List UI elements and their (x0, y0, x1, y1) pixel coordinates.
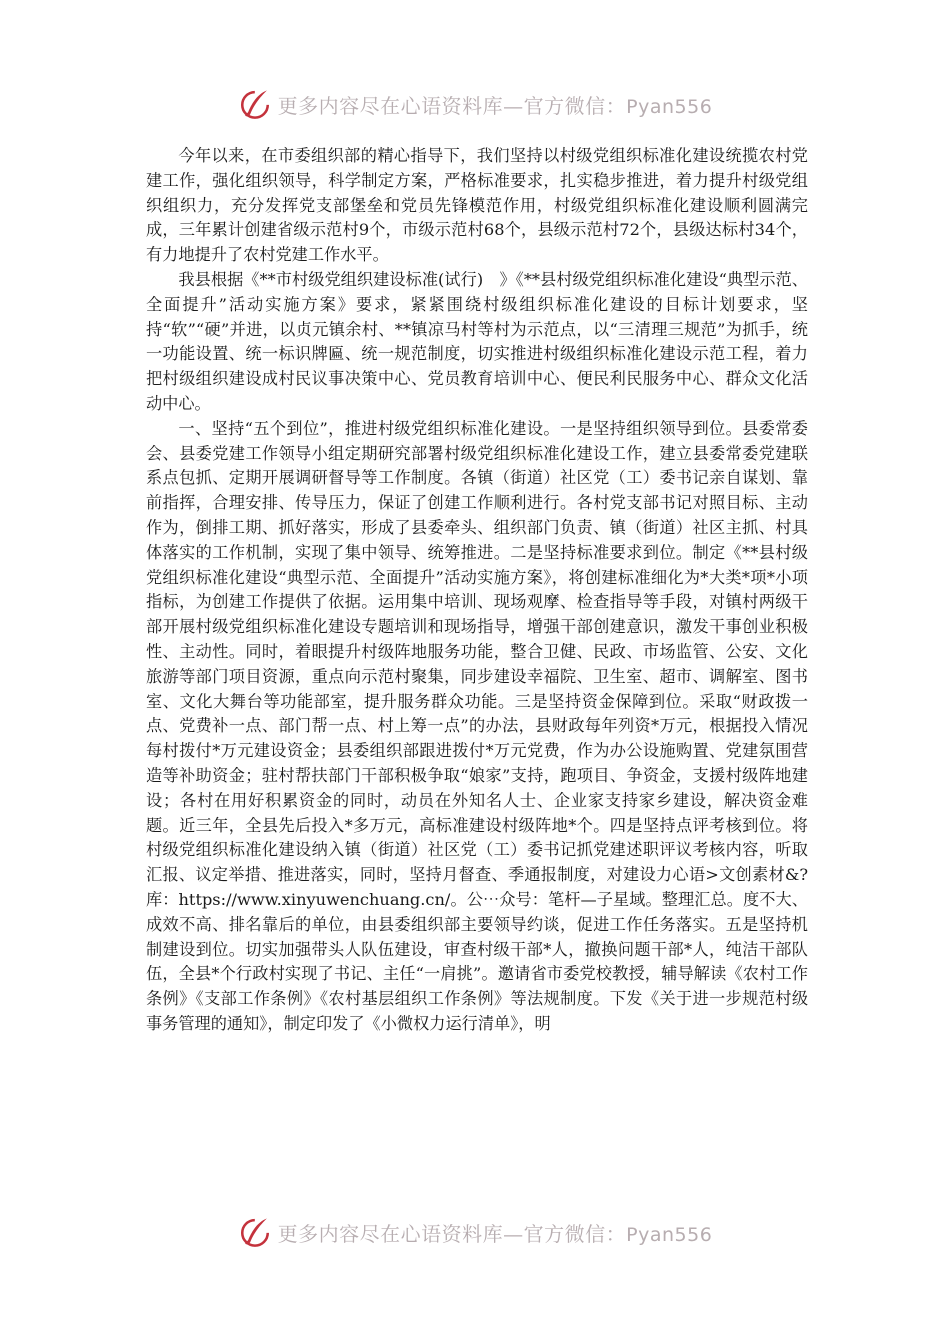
document-body (146, 144, 808, 1037)
footer-banner (0, 1212, 950, 1252)
wechat-id: Pyan556 (626, 1223, 713, 1246)
wechat-id: Pyan556 (626, 95, 713, 118)
banner-text: 更多内容尽在心语资料库—官方微信：Pyan556 (277, 1221, 713, 1246)
quill-pen-icon (238, 1215, 272, 1249)
paragraph-basis: 我县根据《**市村级党组织建设标准(试行) 》《**县村级党组织标准化建设“典型示范、全面提升”活动实施方案》要求，紧紧围绕村级组织标准化建设的目标计划要求，坚持“软”“硬”并进，以贞元镇余村、**镇凉马村等村为示范点，以“三清理三规范”为抓手，统一功能设置、统一标识牌匾、统一规范制度，切实推进村级组织标准化建设示范工程，着力把村级组织建设成村民议事决策中心、党员教育培训中心、便民利民服务中心、群众文化活动中心。 (146, 269, 808, 413)
quill-pen-icon (238, 87, 272, 121)
banner-text: 更多内容尽在心语资料库—官方微信：Pyan556 (277, 93, 713, 118)
paragraph-intro: 今年以来，在市委组织部的精心指导下，我们坚持以村级党组织标准化建设统揽农村党建工作，强化组织领导，科学制定方案，严格标准要求，扎实稳步推进，着力提升村级党组织组织力，充分发挥党支部堡垒和党员先锋模范作用，村级党组织标准化建设顺利圆满完成，三年累计创建省级示范村9个，市级示范村68个，县级示范村72个，县级达标村34个，有力地提升了农村党建工作水平。 (146, 146, 808, 265)
header-banner (0, 84, 950, 124)
paragraph-section-one: 一、坚持“五个到位”，推进村级党组织标准化建设。一是坚持组织领导到位。县委常委会、县委党建工作领导小组定期研究部署村级党组织标准化建设工作，建立县委常委党建联系点包抓、定期开展调研督导等工作制度。各镇（街道）社区党（工）委书记亲自谋划、靠前指挥，合理安排、传导压力，保证了创建工作顺利进行。各村党支部书记对照目标、主动作为，倒排工期、抓好落实，形成了县委牵头、组织部门负责、镇（街道）社区主抓、村具体落实的工作机制，实现了集中领导、统筹推进。二是坚持标准要求到位。制定《**县村级党组织标准化建设“典型示范、全面提升”活动实施方案》，将创建标准细化为*大类*项*小项指标，为创建工作提供了依据。运用集中培训、现场观摩、检查指导等手段，对镇村两级干部开展村级党组织标准化建设专题培训和现场指导，增强干部创建意识，激发干事创业积极性、主动性。同时，着眼提升村级阵地服务功能，整合卫健、民政、市场监管、公安、文化旅游等部门项目资源，重点向示范村聚集，同步建设幸福院、卫生室、超市、调解室、图书室、文化大舞台等功能部室，提升服务群众功能。三是坚持资金保障到位。采取“财政拨一点、党费补一点、部门帮一点、村上筹一点”的办法，县财政每年列资*万元，根据投入情况每村拨付*万元建设资金；县委组织部跟进拨付*万元党费，作为办公设施购置、党建氛围营造等补助资金；驻村帮扶部门干部积极争取“娘家”支持，跑项目、争资金，支援村级阵地建设；各村在用好积累资金的同时，动员在外知名人士、企业家支持家乡建设，解决资金难题。近三年，全县先后投入*多万元，高标准建设村级阵地*个。四是坚持点评考核到位。将村级党组织标准化建设纳入镇（街道）社区党（工）委书记抓党建述职评议考核内容，听取汇报、议定举措、推进落实，同时，坚持月督查、季通报制度，对建设力心语>文创素材&?库：https://www.xinyuwenchuang.cn/。公⋯众号：笔杆—子星域。整理汇总。度不大、成效不高、排名靠后的单位，由县委组织部主要领导约谈，促进工作任务落实。五是坚持机制建设到位。切实加强带头人队伍建设，审查村级干部*人，撤换问题干部*人，纯洁干部队伍，全县*个行政村实现了书记、主任“一肩挑”。邀请省市委党校教授，辅导解读《农村工作条例》《支部工作条例》《农村基层组织工作条例》等法规制度。下发《关于进一步规范村级事务管理的通知》，制定印发了《小微权力运行清单》，明 (146, 418, 808, 1033)
